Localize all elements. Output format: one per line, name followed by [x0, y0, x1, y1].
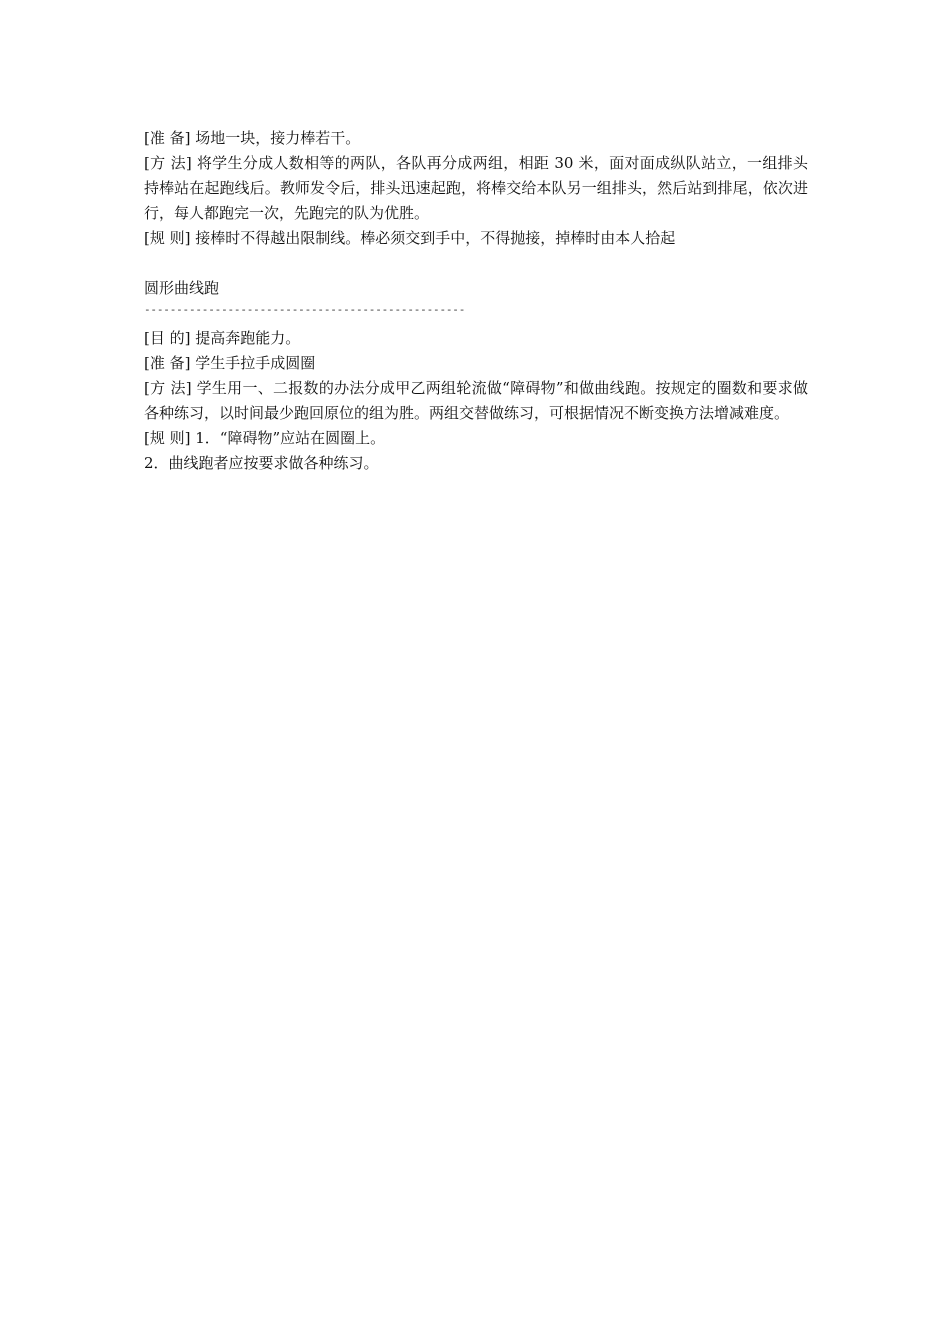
section-gap — [144, 251, 808, 276]
rule-item-2: 2．曲线跑者应按要求做各种练习。 — [144, 454, 379, 472]
section-title: 圆形曲线跑 — [144, 279, 220, 297]
relay-method-paragraph: [方 法] 将学生分成人数相等的两队，各队再分成两组，相距 30 米，面对面成纵队站立，一组排头持棒站在起跑线后。教师发令后，排头迅速起跑，将棒交给本队另一组排头，然后站到排尾，依次进行，每人都跑完一次，先跑完的队为优胜。 — [144, 154, 808, 222]
relay-prep-paragraph: [准 备] 场地一块，接力棒若干。 — [144, 129, 361, 147]
prep-paragraph: [准 备] 学生手拉手成圆圈 — [144, 354, 316, 372]
relay-rules-paragraph: [规 则] 接棒时不得越出限制线。棒必须交到手中，不得抛接，掉棒时由本人拾起 — [144, 229, 676, 247]
rule-item-1: [规 则] 1．“障碍物”应站在圆圈上。 — [144, 429, 386, 447]
method-paragraph: [方 法] 学生用一、二报数的办法分成甲乙两组轮流做“障碍物”和做曲线跑。按规定的圈数和要求做各种练习，以时间最少跑回原位的组为胜。两组交替做练习，可根据情况不断变换方法增减难度。 — [144, 379, 808, 422]
section-divider: -------------------------------------------------- — [144, 303, 466, 316]
purpose-paragraph: [目 的] 提高奔跑能力。 — [144, 329, 301, 347]
document-page — [144, 126, 808, 476]
